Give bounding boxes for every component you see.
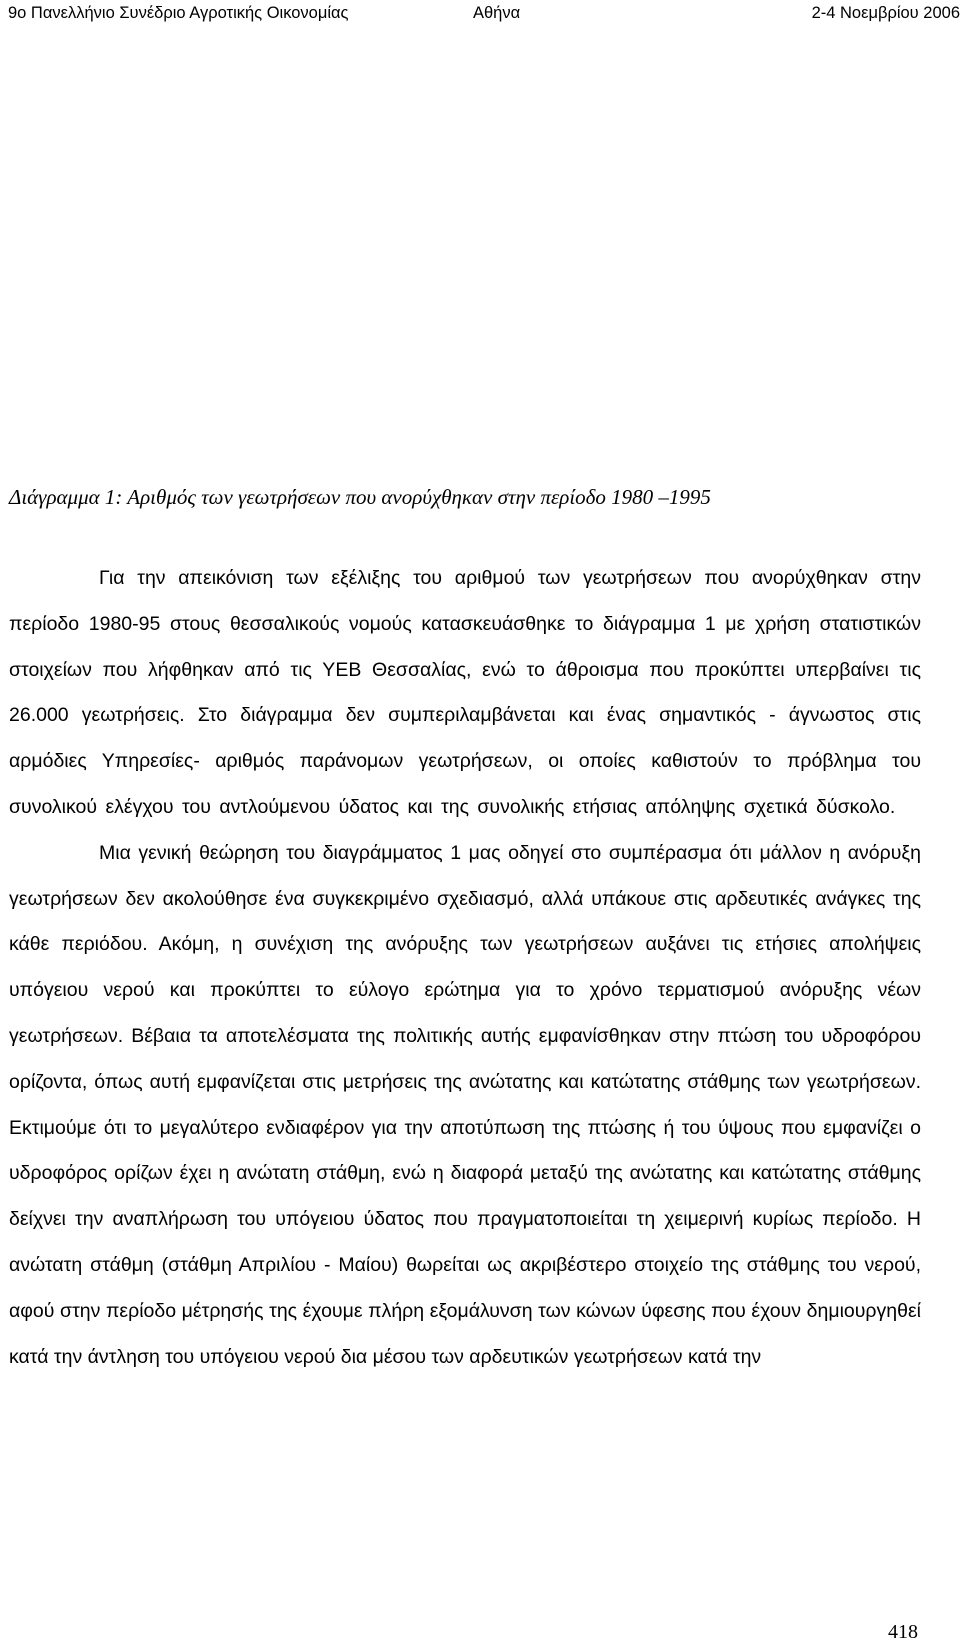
header-city: Αθήνα	[473, 4, 521, 22]
running-header	[0, 0, 960, 26]
body-text	[9, 556, 921, 1380]
page-number: 418	[888, 1621, 918, 1643]
figure-caption: Διάγραμμα 1: Αριθμός των γεωτρήσεων που ανορύχθηκαν στην περίοδο 1980 –1995	[9, 485, 711, 509]
paragraph: Για την απεικόνιση των εξέλιξης του αριθμού των γεωτρήσεων που ανορύχθηκαν στην περίοδο 1980-95 στους θεσσαλικούς νομούς κατασκευάσθηκε το διάγραμμα 1 με χρήση στατιστικών στοιχείων που λήφθηκαν από τις ΥΕΒ Θεσσαλίας, ενώ το άθροισμα που προκύπτει υπερβαίνει τις 26.000 γεωτρήσεις. Στο διάγραμμα δεν συμπεριλαμβάνεται και ένας σημαντικός - άγνωστος στις αρμόδιες Υπηρεσίες- αριθμός παράνομων γεωτρήσεων, οι οποίες καθιστούν το πρόβλημα του συνολικού ελέγχου του αντλούμενου ύδατος και της συνολικής ετήσιας απόληψης σχετικά δύσκολο.	[9, 567, 921, 818]
header-conference-name: 9ο Πανελλήνιο Συνέδριο Αγροτικής Οικονομίας	[8, 4, 349, 22]
paragraph: Μια γενική θεώρηση του διαγράμματος 1 μας οδηγεί στο συμπέρασμα ότι μάλλον η ανόρυξη γεωτρήσεων δεν ακολούθησε ένα συγκεκριμένο σχεδιασμό, αλλά υπάκουε στις αρδευτικές ανάγκες της κάθε περιόδου. Ακόμη, η συνέχιση της ανόρυξης των γεωτρήσεων αυξάνει τις ετήσιες απολήψεις υπόγειου νερού και προκύπτει το εύλογο ερώτημα για το χρόνο τερματισμού ανόρυξης νέων γεωτρήσεων. Βέβαια τα αποτελέσματα της πολιτικής αυτής εμφανίσθηκαν στην πτώση του υδροφόρου ορίζοντα, όπως αυτή εμφανίζεται στις μετρήσεις της ανώτατης και κατώτατης στάθμης των γεωτρήσεων. Εκτιμούμε ότι το μεγαλύτερο ενδιαφέρον για την αποτύπωση της πτώσης ή του ύψους που εμφανίζει ο υδροφόρος ορίζων έχει η ανώτατη στάθμη, ενώ η διαφορά μεταξύ της ανώτατης και κατώτατης στάθμης δείχνει την αναπλήρωση του υπόγειου ύδατος που πραγματοποιείται τη χειμερινή κυρίως περίοδο. Η ανώτατη στάθμη (στάθμη Απριλίου - Μαίου) θωρείται ως ακριβέστερο στοιχείο της στάθμης του νερού, αφού στην περίοδο μέτρησής της έχουμε πλήρη εξομάλυνση των κώνων ύφεσης που έχουν δημιουργηθεί κατά την άντληση του υπόγειου νερού δια μέσου των αρδευτικών γεωτρήσεων κατά την	[9, 841, 921, 1368]
header-dates: 2-4 Νοεμβρίου 2006	[811, 4, 960, 22]
